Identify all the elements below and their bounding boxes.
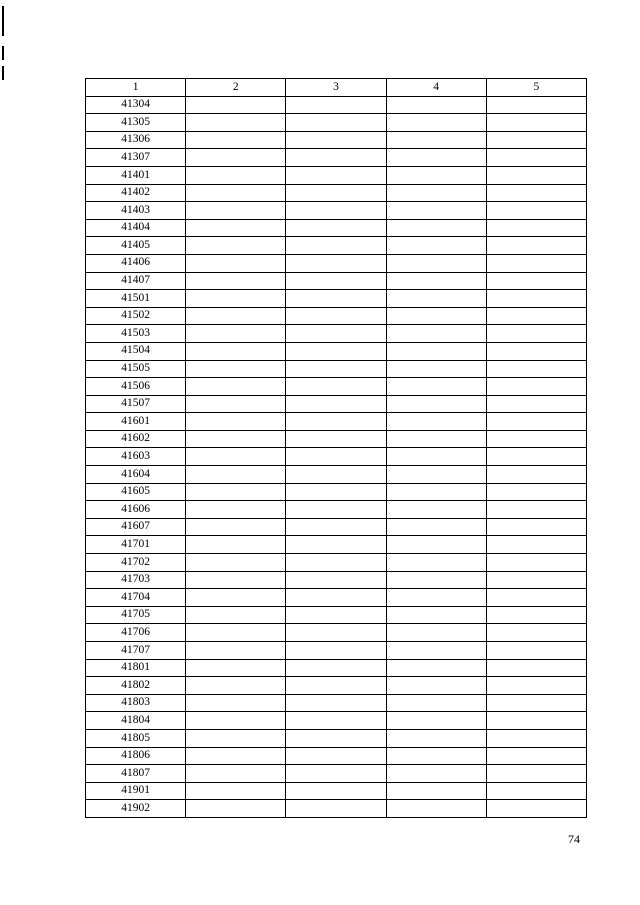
row-code-cell: 41702 — [86, 554, 186, 572]
empty-cell — [186, 589, 286, 607]
empty-cell — [486, 413, 586, 431]
table-row — [86, 518, 587, 536]
empty-cell — [386, 800, 486, 818]
column-header-5: 5 — [486, 79, 586, 97]
empty-cell — [486, 202, 586, 220]
empty-cell — [386, 184, 486, 202]
row-code-cell: 41307 — [86, 149, 186, 167]
empty-cell — [186, 659, 286, 677]
empty-cell — [486, 114, 586, 132]
row-code-cell: 41505 — [86, 360, 186, 378]
empty-cell — [186, 448, 286, 466]
empty-cell — [386, 642, 486, 660]
empty-cell — [486, 395, 586, 413]
empty-cell — [286, 272, 386, 290]
table-row — [86, 430, 587, 448]
empty-cell — [286, 483, 386, 501]
empty-cell — [486, 659, 586, 677]
table-header-row — [86, 79, 587, 97]
row-code-cell: 41901 — [86, 782, 186, 800]
empty-cell — [286, 184, 386, 202]
empty-cell — [186, 378, 286, 396]
empty-cell — [486, 325, 586, 343]
row-code-cell: 41304 — [86, 96, 186, 114]
empty-cell — [286, 554, 386, 572]
empty-cell — [486, 166, 586, 184]
empty-cell — [186, 307, 286, 325]
empty-cell — [186, 395, 286, 413]
table-row — [86, 114, 587, 132]
empty-cell — [186, 571, 286, 589]
empty-cell — [286, 114, 386, 132]
empty-cell — [486, 694, 586, 712]
empty-cell — [286, 131, 386, 149]
empty-cell — [286, 589, 386, 607]
empty-cell — [286, 342, 386, 360]
empty-cell — [286, 325, 386, 343]
empty-cell — [486, 272, 586, 290]
empty-cell — [286, 360, 386, 378]
empty-cell — [286, 571, 386, 589]
empty-cell — [186, 712, 286, 730]
table-row — [86, 166, 587, 184]
empty-cell — [186, 342, 286, 360]
empty-cell — [186, 642, 286, 660]
table-row — [86, 448, 587, 466]
row-code-cell: 41406 — [86, 254, 186, 272]
empty-cell — [286, 466, 386, 484]
empty-cell — [286, 430, 386, 448]
empty-cell — [486, 606, 586, 624]
table-row — [86, 659, 587, 677]
empty-cell — [386, 219, 486, 237]
empty-cell — [186, 483, 286, 501]
empty-cell — [386, 237, 486, 255]
margin-mark-middle — [2, 46, 4, 60]
empty-cell — [386, 606, 486, 624]
row-code-cell: 41805 — [86, 729, 186, 747]
empty-cell — [486, 571, 586, 589]
empty-cell — [186, 694, 286, 712]
empty-cell — [186, 782, 286, 800]
column-header-4: 4 — [386, 79, 486, 97]
empty-cell — [486, 554, 586, 572]
empty-cell — [286, 290, 386, 308]
empty-cell — [386, 694, 486, 712]
table-row — [86, 765, 587, 783]
empty-cell — [386, 536, 486, 554]
empty-cell — [486, 642, 586, 660]
row-code-cell: 41802 — [86, 677, 186, 695]
empty-cell — [186, 96, 286, 114]
empty-cell — [186, 290, 286, 308]
empty-cell — [486, 466, 586, 484]
empty-cell — [386, 466, 486, 484]
empty-cell — [486, 677, 586, 695]
table-row — [86, 466, 587, 484]
row-code-cell: 41501 — [86, 290, 186, 308]
table-row — [86, 729, 587, 747]
table-row — [86, 677, 587, 695]
row-code-cell: 41405 — [86, 237, 186, 255]
empty-cell — [486, 536, 586, 554]
empty-cell — [386, 378, 486, 396]
page-number: 74 — [568, 832, 580, 846]
empty-cell — [186, 677, 286, 695]
empty-cell — [286, 536, 386, 554]
empty-cell — [486, 254, 586, 272]
row-code-cell: 41606 — [86, 501, 186, 519]
row-code-cell: 41803 — [86, 694, 186, 712]
empty-cell — [186, 800, 286, 818]
empty-cell — [286, 448, 386, 466]
table-body — [86, 96, 587, 817]
empty-cell — [286, 712, 386, 730]
empty-cell — [386, 589, 486, 607]
empty-cell — [486, 131, 586, 149]
column-header-1: 1 — [86, 79, 186, 97]
empty-cell — [186, 360, 286, 378]
empty-cell — [486, 747, 586, 765]
row-code-cell: 41704 — [86, 589, 186, 607]
empty-cell — [386, 131, 486, 149]
empty-cell — [486, 342, 586, 360]
empty-cell — [186, 606, 286, 624]
empty-cell — [486, 96, 586, 114]
empty-cell — [286, 765, 386, 783]
empty-cell — [386, 202, 486, 220]
empty-cell — [286, 677, 386, 695]
column-header-3: 3 — [286, 79, 386, 97]
margin-mark-top — [2, 6, 4, 36]
empty-cell — [386, 729, 486, 747]
empty-cell — [286, 307, 386, 325]
empty-cell — [286, 782, 386, 800]
column-header-2: 2 — [186, 79, 286, 97]
row-code-cell: 41506 — [86, 378, 186, 396]
empty-cell — [186, 325, 286, 343]
row-code-cell: 41804 — [86, 712, 186, 730]
row-code-cell: 41701 — [86, 536, 186, 554]
empty-cell — [286, 624, 386, 642]
empty-cell — [286, 254, 386, 272]
empty-cell — [386, 448, 486, 466]
table-row — [86, 501, 587, 519]
table-row — [86, 747, 587, 765]
empty-cell — [386, 659, 486, 677]
empty-cell — [386, 677, 486, 695]
empty-cell — [286, 413, 386, 431]
empty-cell — [286, 800, 386, 818]
empty-cell — [486, 589, 586, 607]
empty-cell — [486, 307, 586, 325]
row-code-cell: 41602 — [86, 430, 186, 448]
table-row — [86, 307, 587, 325]
row-code-cell: 41604 — [86, 466, 186, 484]
empty-cell — [186, 219, 286, 237]
empty-cell — [386, 624, 486, 642]
table-row — [86, 624, 587, 642]
table-row — [86, 360, 587, 378]
empty-cell — [286, 694, 386, 712]
data-table — [85, 78, 587, 818]
empty-cell — [386, 272, 486, 290]
empty-cell — [386, 290, 486, 308]
empty-cell — [386, 96, 486, 114]
table-row — [86, 395, 587, 413]
empty-cell — [486, 149, 586, 167]
empty-cell — [286, 378, 386, 396]
empty-cell — [386, 114, 486, 132]
table-row — [86, 712, 587, 730]
table-row — [86, 589, 587, 607]
empty-cell — [386, 342, 486, 360]
table-row — [86, 325, 587, 343]
empty-cell — [186, 518, 286, 536]
table-row — [86, 342, 587, 360]
row-code-cell: 41801 — [86, 659, 186, 677]
empty-cell — [286, 202, 386, 220]
row-code-cell: 41402 — [86, 184, 186, 202]
table-row — [86, 606, 587, 624]
empty-cell — [286, 166, 386, 184]
row-code-cell: 41707 — [86, 642, 186, 660]
empty-cell — [386, 307, 486, 325]
empty-cell — [386, 166, 486, 184]
empty-cell — [186, 729, 286, 747]
empty-cell — [186, 166, 286, 184]
empty-cell — [286, 642, 386, 660]
empty-cell — [286, 747, 386, 765]
table-row — [86, 290, 587, 308]
empty-cell — [386, 149, 486, 167]
empty-cell — [386, 360, 486, 378]
row-code-cell: 41507 — [86, 395, 186, 413]
table-row — [86, 483, 587, 501]
empty-cell — [186, 747, 286, 765]
empty-cell — [486, 483, 586, 501]
row-code-cell: 41807 — [86, 765, 186, 783]
empty-cell — [386, 254, 486, 272]
margin-mark-bottom — [2, 66, 4, 80]
table-row — [86, 96, 587, 114]
empty-cell — [186, 131, 286, 149]
table-row — [86, 202, 587, 220]
empty-cell — [286, 219, 386, 237]
row-code-cell: 41403 — [86, 202, 186, 220]
empty-cell — [186, 184, 286, 202]
row-code-cell: 41601 — [86, 413, 186, 431]
empty-cell — [386, 413, 486, 431]
empty-cell — [186, 202, 286, 220]
row-code-cell: 41706 — [86, 624, 186, 642]
table-row — [86, 272, 587, 290]
table-row — [86, 536, 587, 554]
row-code-cell: 41902 — [86, 800, 186, 818]
row-code-cell: 41605 — [86, 483, 186, 501]
table-row — [86, 378, 587, 396]
empty-cell — [486, 501, 586, 519]
table-row — [86, 413, 587, 431]
empty-cell — [386, 765, 486, 783]
empty-cell — [186, 149, 286, 167]
table-row — [86, 149, 587, 167]
table-row — [86, 254, 587, 272]
table-row — [86, 554, 587, 572]
empty-cell — [386, 782, 486, 800]
empty-cell — [286, 659, 386, 677]
empty-cell — [386, 325, 486, 343]
empty-cell — [486, 782, 586, 800]
empty-cell — [186, 413, 286, 431]
empty-cell — [386, 747, 486, 765]
empty-cell — [386, 554, 486, 572]
table-row — [86, 642, 587, 660]
row-code-cell: 41306 — [86, 131, 186, 149]
row-code-cell: 41705 — [86, 606, 186, 624]
row-code-cell: 41503 — [86, 325, 186, 343]
empty-cell — [186, 237, 286, 255]
empty-cell — [286, 729, 386, 747]
empty-cell — [486, 624, 586, 642]
table-row — [86, 131, 587, 149]
empty-cell — [486, 360, 586, 378]
empty-cell — [386, 712, 486, 730]
row-code-cell: 41607 — [86, 518, 186, 536]
empty-cell — [186, 501, 286, 519]
empty-cell — [486, 448, 586, 466]
empty-cell — [186, 114, 286, 132]
empty-cell — [286, 395, 386, 413]
empty-cell — [386, 395, 486, 413]
empty-cell — [486, 184, 586, 202]
row-code-cell: 41603 — [86, 448, 186, 466]
row-code-cell: 41404 — [86, 219, 186, 237]
empty-cell — [186, 272, 286, 290]
table-row — [86, 694, 587, 712]
empty-cell — [186, 536, 286, 554]
empty-cell — [386, 571, 486, 589]
empty-cell — [486, 800, 586, 818]
table-row — [86, 800, 587, 818]
empty-cell — [486, 378, 586, 396]
table-row — [86, 184, 587, 202]
table-row — [86, 219, 587, 237]
empty-cell — [386, 501, 486, 519]
empty-cell — [286, 606, 386, 624]
empty-cell — [386, 483, 486, 501]
empty-cell — [486, 712, 586, 730]
empty-cell — [286, 149, 386, 167]
empty-cell — [386, 430, 486, 448]
row-code-cell: 41502 — [86, 307, 186, 325]
empty-cell — [486, 729, 586, 747]
row-code-cell: 41407 — [86, 272, 186, 290]
row-code-cell: 41806 — [86, 747, 186, 765]
table-row — [86, 571, 587, 589]
empty-cell — [486, 765, 586, 783]
empty-cell — [186, 466, 286, 484]
empty-cell — [486, 237, 586, 255]
row-code-cell: 41703 — [86, 571, 186, 589]
empty-cell — [386, 518, 486, 536]
empty-cell — [186, 430, 286, 448]
empty-cell — [286, 96, 386, 114]
table-row — [86, 237, 587, 255]
row-code-cell: 41401 — [86, 166, 186, 184]
empty-cell — [286, 501, 386, 519]
empty-cell — [286, 518, 386, 536]
empty-cell — [186, 554, 286, 572]
empty-cell — [186, 765, 286, 783]
row-code-cell: 41305 — [86, 114, 186, 132]
empty-cell — [486, 518, 586, 536]
row-code-cell: 41504 — [86, 342, 186, 360]
empty-cell — [486, 219, 586, 237]
empty-cell — [486, 290, 586, 308]
empty-cell — [186, 624, 286, 642]
empty-cell — [286, 237, 386, 255]
empty-cell — [486, 430, 586, 448]
table-row — [86, 782, 587, 800]
empty-cell — [186, 254, 286, 272]
